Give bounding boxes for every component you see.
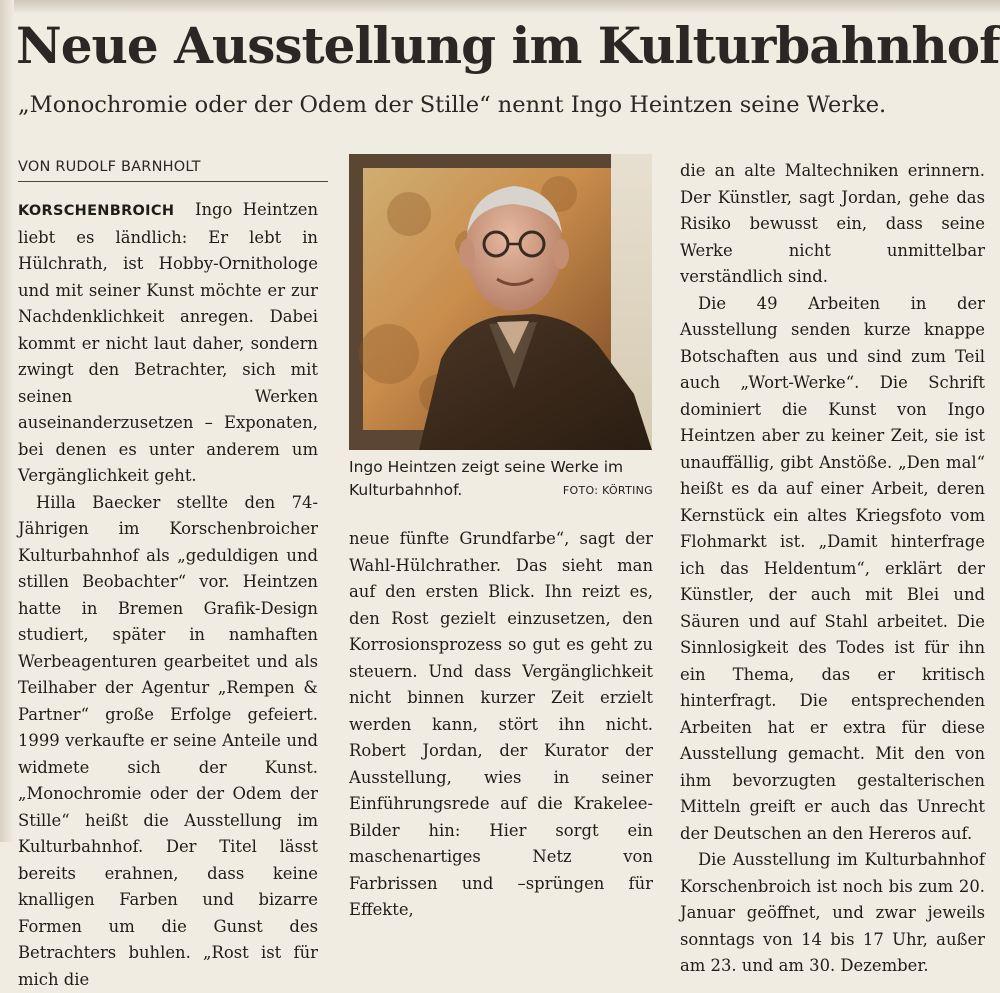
- column-3-paragraph-2: Die 49 Arbeiten in der Ausstellung senden kurze knappe Botschaften aus und sind zum Teil auch „Wort-Werke“. Die Schrift dominiert die Kunst von Ingo Heintzen aber zu keiner Zeit, sie ist unauffällig, gibt Anstöße. „Den mal“ heißt es da auf einer Arbeit, deren Kernstück ein altes Kriegsfoto vom Flohmarkt ist. „Damit hinterfrage ich das Heldentum“, erklärt der Künstler, der auch mit Blei und Säuren und auf Stahl arbeitet. Die Sinnlosigkeit des Todes ist für ihn ein Thema, das er kritisch hinterfragt. Die entsprechenden Arbeiten hat er extra für diese Ausstellung gemacht. Mit den von ihm bevorzugten gestalterischen Mitteln greift er auch das Unrecht der Deutschen an den Hereros auf.: [680, 291, 985, 848]
- byline: VON RUDOLF BARNHOLT: [18, 157, 328, 182]
- column-1-paragraph-2: Hilla Baecker stellte den 74-Jährigen im Korschenbroicher Kulturbahnhof als „geduldigen und stillen Beobachter“ vor. Heintzen hatte in Bremen Grafik-Design studiert, später in namhaften Werbeagenturen gearbeitet und als Teilhaber der Agentur „Rempen & Partner“ große Erfolge gefeiert. 1999 verkaufte er seine Anteile und widmete sich der Kunst. „Monochromie oder der Odem der Stille“ heißt die Ausstellung im Kulturbahnhof. Der Titel lässt bereits erahnen, dass keine knalligen Farben und bizarre Formen um die Gunst des Betrachters buhlen. „Rost ist für mich die: [18, 490, 318, 993]
- article-column-2: [349, 526, 653, 924]
- column-1-paragraph-1: [18, 197, 318, 490]
- dateline: KORSCHENBROICH: [18, 203, 174, 219]
- subheadline: „Monochromie oder der Odem der Stille“ nennt Ingo Heintzen seine Werke.: [18, 88, 978, 122]
- photo-caption-block: [349, 456, 653, 502]
- article-column-1: [18, 197, 318, 993]
- page-edge-top: [0, 0, 1000, 14]
- column-2-paragraph-1: neue fünfte Grundfarbe“, sagt der Wahl-Hülchrather. Das sieht man auf den ersten Blick. Ihn reizt es, den Rost gezielt einzusetzen, den Korrosionsprozess so gut es geht zu steuern. Und dass Vergänglichkeit nicht binnen kurzer Zeit erzielt werden kann, stört ihn nicht. Robert Jordan, der Kurator der Ausstellung, wies in seiner Einführungsrede auf die Krakelee-Bilder hin: Hier sorgt ein maschenartiges Netz von Farbrissen und –sprüngen für Effekte,: [349, 526, 653, 924]
- column-3-paragraph-3: Die Ausstellung im Kulturbahnhof Korschenbroich ist noch bis zum 20. Januar geöffnet, und zwar jeweils sonntags von 14 bis 17 Uhr, außer am 23. und am 30. Dezember.: [680, 847, 985, 980]
- column-1-paragraph-1-text: Ingo Heintzen liebt es ländlich: Er lebt in Hülchrath, ist Hobby-Ornithologe und mit seiner Kunst möchte er zur Nachdenklichkeit anregen. Dabei kommt er nicht laut daher, sondern zwingt den Betrachter, sich mit seinen Werken auseinanderzusetzen – Exponaten, bei denen es unter anderem um Vergänglichkeit geht.: [18, 200, 318, 485]
- article-photo: [349, 154, 652, 450]
- headline: Neue Ausstellung im Kulturbahnhof: [16, 14, 986, 78]
- photo-caption: Ingo Heintzen zeigt seine Werke im Kulturbahnhof.: [349, 458, 623, 499]
- column-3-paragraph-1: die an alte Maltechniken erinnern. Der Künstler, sagt Jordan, gehe das Risiko bewusst ein, dass seine Werke nicht unmittelbar verständlich sind.: [680, 158, 985, 291]
- portrait-image: [349, 154, 652, 450]
- article-column-3: [680, 158, 985, 980]
- photo-credit: FOTO: KÖRTING: [563, 479, 653, 502]
- page-edge-left: [0, 0, 14, 842]
